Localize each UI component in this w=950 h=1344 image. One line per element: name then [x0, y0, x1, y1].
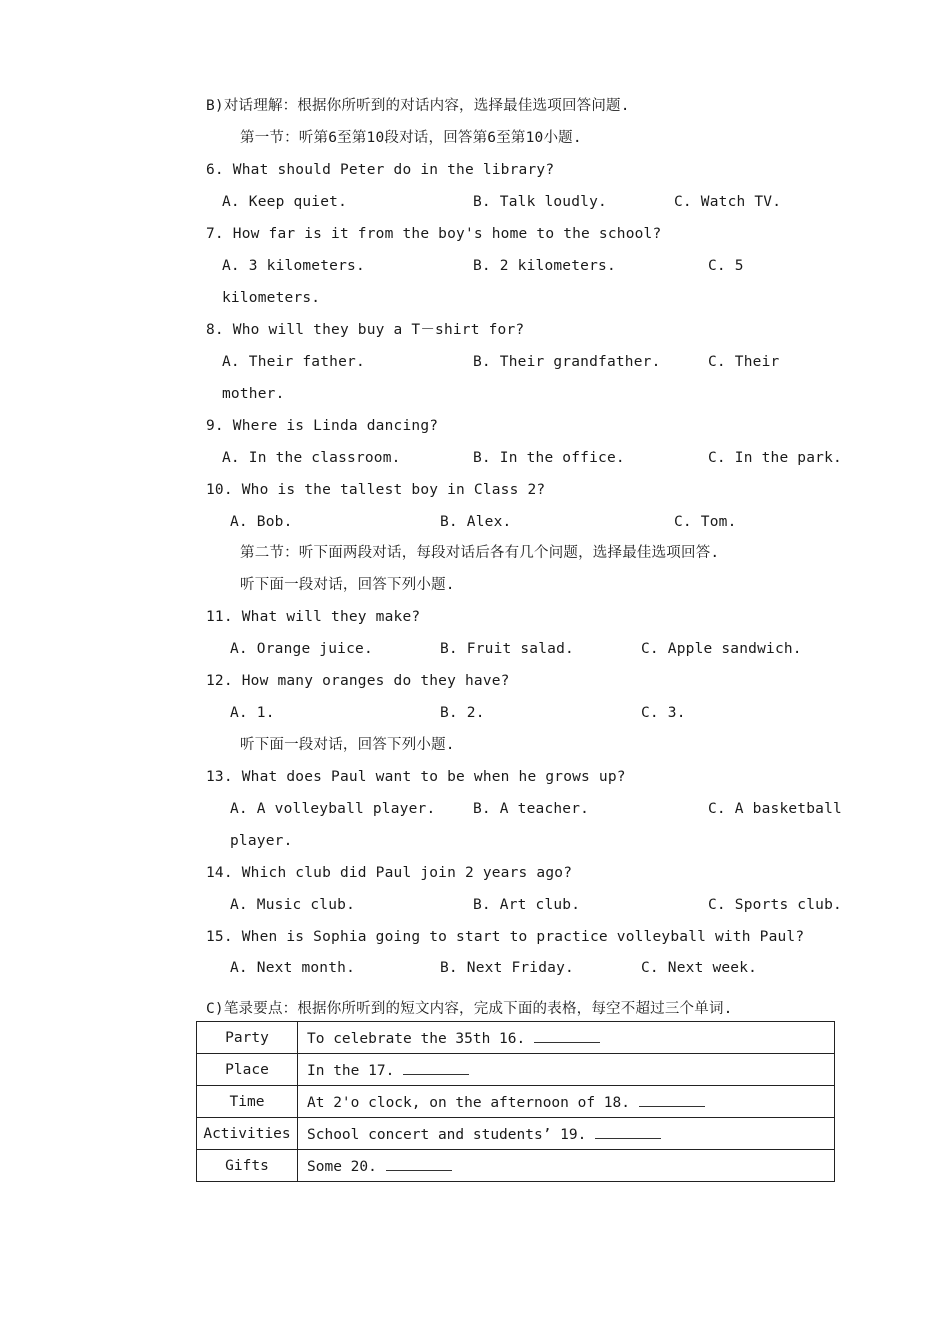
q6-option-c: C. Watch TV. — [674, 194, 782, 210]
row-text: In the 17. — [307, 1063, 404, 1079]
q11-option-a: A. Orange juice. — [230, 641, 373, 657]
row-label: Activities — [197, 1118, 298, 1150]
question-14: 14. Which club did Paul join 2 years ago? — [206, 865, 573, 881]
row-text: At 2'o clock, on the afternoon of 18. — [307, 1095, 639, 1111]
q6-option-a: A. Keep quiet. — [222, 194, 348, 210]
row-content — [298, 1086, 835, 1118]
question-7: 7. How far is it from the boy's home to the school? — [206, 226, 662, 242]
q12-option-b: B. 2. — [440, 705, 485, 721]
q9-option-a: A. In the classroom. — [222, 450, 401, 466]
q14-option-c: C. Sports club. — [708, 897, 842, 913]
row-label: Gifts — [197, 1150, 298, 1182]
question-6: 6. What should Peter do in the library? — [206, 162, 555, 178]
question-9: 9. Where is Linda dancing? — [206, 418, 439, 434]
table-row — [197, 1054, 835, 1086]
q8-option-c-wrap: mother. — [222, 386, 285, 402]
q6-option-b: B. Talk loudly. — [473, 194, 607, 210]
q12-option-c: C. 3. — [641, 705, 686, 721]
q9-option-c: C. In the park. — [708, 450, 842, 466]
question-11: 11. What will they make? — [206, 609, 421, 625]
q12-option-a: A. 1. — [230, 705, 275, 721]
q10-option-c: C. Tom. — [674, 514, 737, 530]
section-b-title: B)对话理解：根据你所听到的对话内容，选择最佳选项回答问题. — [206, 98, 630, 114]
table-row — [197, 1150, 835, 1182]
q11-option-b: B. Fruit salad. — [440, 641, 574, 657]
table-row — [197, 1086, 835, 1118]
row-text: To celebrate the 35th 16. — [307, 1031, 534, 1047]
answer-blank-19[interactable] — [595, 1124, 661, 1139]
row-label: Place — [197, 1054, 298, 1086]
q7-option-c: C. 5 — [708, 258, 744, 274]
q7-option-b: B. 2 kilometers. — [473, 258, 616, 274]
section-c-title: C)笔录要点：根据你所听到的短文内容，完成下面的表格，每空不超过三个单词. — [206, 1001, 733, 1017]
q10-option-b: B. Alex. — [440, 514, 512, 530]
q9-option-b: B. In the office. — [473, 450, 625, 466]
q13-option-c: C. A basketball — [708, 801, 842, 817]
notes-table — [196, 1021, 835, 1182]
row-content — [298, 1022, 835, 1054]
table-row — [197, 1118, 835, 1150]
row-label: Party — [197, 1022, 298, 1054]
question-12: 12. How many oranges do they have? — [206, 673, 510, 689]
q14-option-a: A. Music club. — [230, 897, 356, 913]
q7-option-a: A. 3 kilometers. — [222, 258, 365, 274]
q15-option-c: C. Next week. — [641, 960, 758, 976]
dialog2-instruction: 听下面一段对话，回答下列小题. — [240, 737, 455, 753]
q15-option-a: A. Next month. — [230, 960, 356, 976]
q13-option-a: A. A volleyball player. — [230, 801, 436, 817]
q8-option-c: C. Their — [708, 354, 780, 370]
row-text: Some 20. — [307, 1159, 386, 1175]
q13-option-b: B. A teacher. — [473, 801, 590, 817]
answer-blank-18[interactable] — [639, 1092, 705, 1107]
row-text: School concert and students’ 19. — [307, 1127, 596, 1143]
question-13: 13. What does Paul want to be when he grows up? — [206, 769, 626, 785]
dialog1-instruction: 听下面一段对话，回答下列小题. — [240, 577, 455, 593]
question-10: 10. Who is the tallest boy in Class 2? — [206, 482, 546, 498]
question-8: 8. Who will they buy a T－shirt for? — [206, 322, 525, 338]
row-label: Time — [197, 1086, 298, 1118]
row-content — [298, 1118, 835, 1150]
q11-option-c: C. Apple sandwich. — [641, 641, 802, 657]
q15-option-b: B. Next Friday. — [440, 960, 574, 976]
answer-blank-16[interactable] — [534, 1028, 600, 1043]
answer-blank-20[interactable] — [386, 1156, 452, 1171]
q10-option-a: A. Bob. — [230, 514, 293, 530]
answer-blank-17[interactable] — [403, 1060, 469, 1075]
table-row — [197, 1022, 835, 1054]
part1-instruction: 第一节：听第6至第10段对话，回答第6至第10小题. — [240, 130, 582, 146]
part2-instruction: 第二节：听下面两段对话，每段对话后各有几个问题，选择最佳选项回答. — [240, 545, 720, 561]
q8-option-a: A. Their father. — [222, 354, 365, 370]
row-content — [298, 1150, 835, 1182]
q14-option-b: B. Art club. — [473, 897, 581, 913]
q13-option-c-wrap: player. — [230, 833, 293, 849]
row-content — [298, 1054, 835, 1086]
question-15: 15. When is Sophia going to start to practice volleyball with Paul? — [206, 929, 805, 945]
q7-option-c-wrap: kilometers. — [222, 290, 321, 306]
q8-option-b: B. Their grandfather. — [473, 354, 661, 370]
